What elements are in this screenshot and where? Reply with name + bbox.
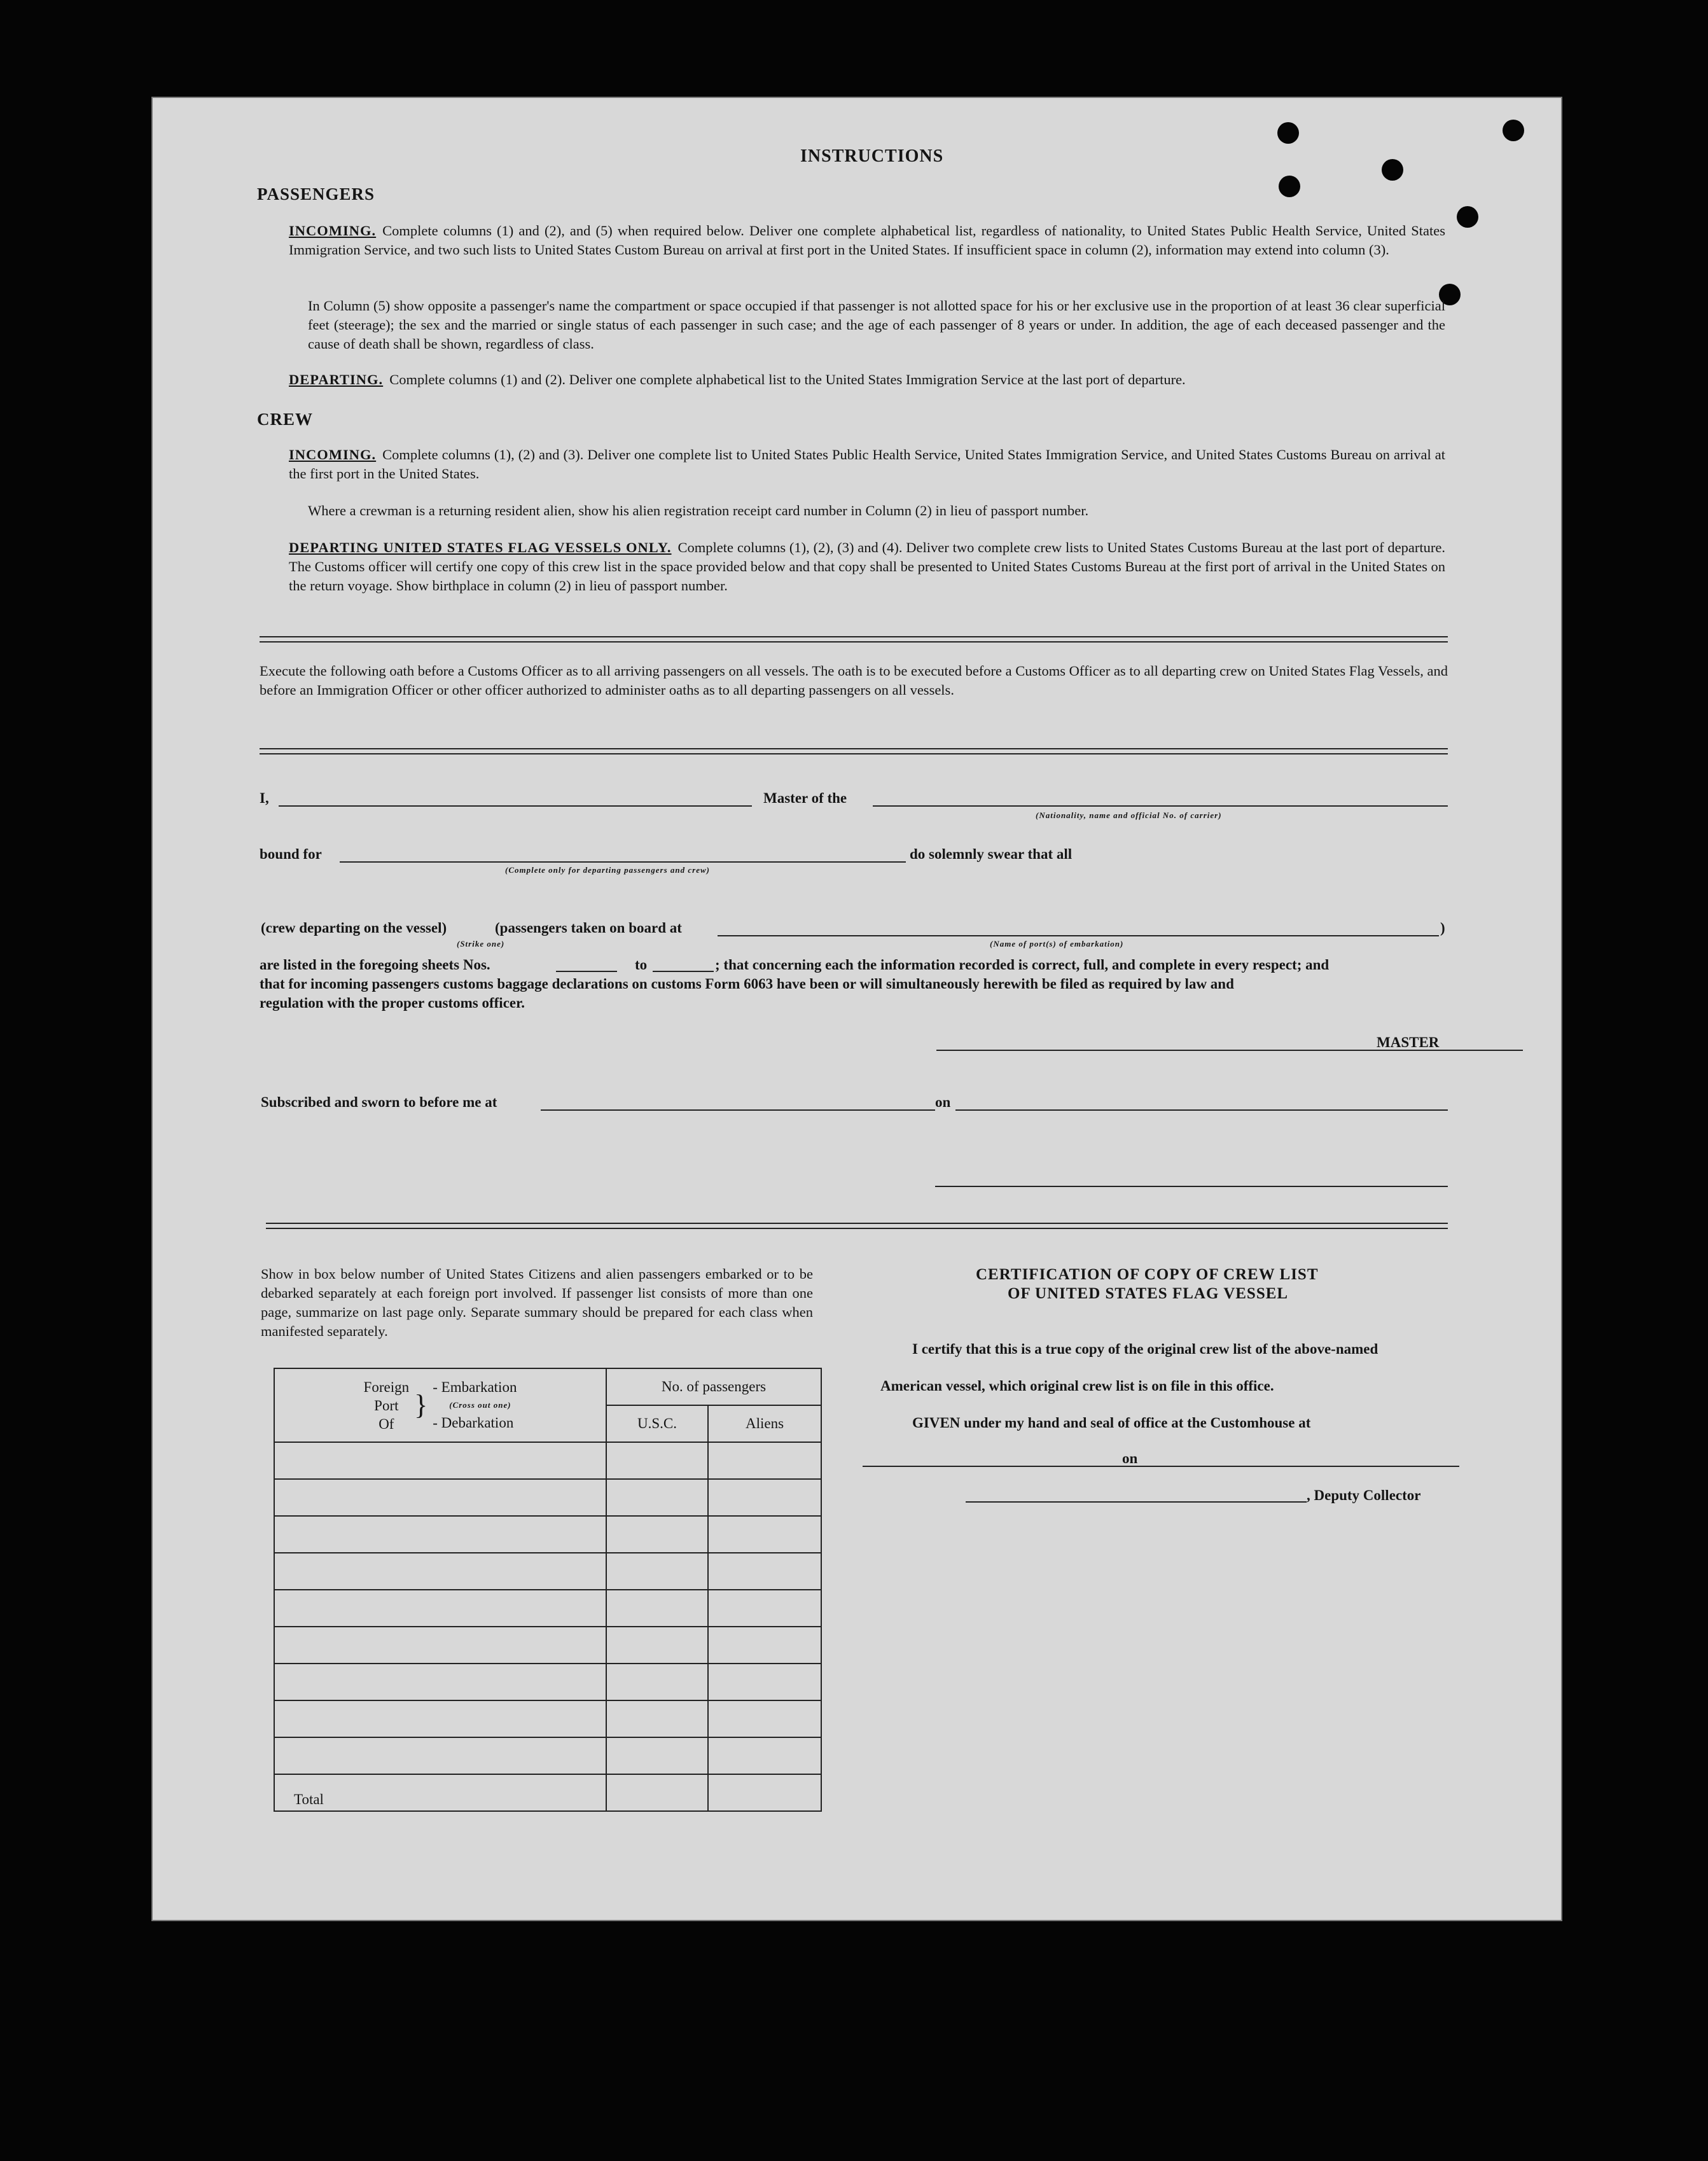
summary-intro: Show in box below number of United States Citizens and alien passengers embarked or to be debarked separately at each foreign port involved. If passenger list consists of more than one page, summarize on last page only. Separate summary should be prepared for each class when manifested separately.	[261, 1266, 813, 1339]
passengers-incoming-text: INCOMING. Complete columns (1) and (2), and (5) when required below. Deliver one complete alphabetical list, regardless of nationality, to United States Public Health Service, United States Immigration Service, and two such lists to United States Custom Bureau on arrival at first port in the United States. If insufficient space in column (2), information may extend into column (3).	[289, 223, 1445, 258]
no-passengers-header: No. of passengers	[606, 1368, 821, 1405]
table-row	[274, 1479, 821, 1516]
debarkation-label: - Debarkation	[433, 1415, 514, 1431]
table-row	[274, 1590, 821, 1627]
master-name-line[interactable]	[279, 805, 752, 807]
table-row	[274, 1516, 821, 1553]
aliens-header: Aliens	[708, 1405, 821, 1442]
punch-hole-4	[1503, 120, 1524, 141]
complete-only-caption: (Complete only for departing passengers and crew)	[505, 865, 710, 875]
ports-caption: (Name of port(s) of embarkation)	[990, 939, 1124, 948]
oath-instruction: Execute the following oath before a Customs Officer as to all arriving passengers on all vessels. The oath is to be executed before a Customs Officer as to all departing crew on United States Flag Vessels, and before an Immigration Officer or other officer authorized to administer oaths as to all departing passengers on all vessels.	[260, 663, 1448, 698]
given-label: GIVEN under my hand and seal of office at the Customhouse at	[912, 1415, 1311, 1431]
port-label: Port	[374, 1397, 399, 1414]
do-solemnly-label: do solemnly swear that all	[910, 846, 1073, 862]
bound-for-label: bound for	[260, 846, 322, 862]
oath-i-label: I,	[260, 790, 269, 806]
table-row	[274, 1700, 821, 1737]
master-label: MASTER	[1377, 1034, 1440, 1050]
passengers-taken-label: (passengers taken on board at	[495, 920, 682, 936]
crew-incoming-text: INCOMING. Complete columns (1), (2) and (3). Deliver one complete list to United States Public Health Service, United States Immigration Service, and United States Customs Bureau on arrival at the first port in the United States.	[289, 447, 1445, 482]
table-row	[274, 1664, 821, 1700]
usc-header: U.S.C.	[606, 1405, 708, 1442]
deputy-signature-line[interactable]	[966, 1501, 1307, 1503]
sheet-to-line[interactable]	[653, 971, 714, 972]
listed-line2: that for incoming passengers customs baggage declarations on customs Form 6063 have been or will simultaneously herewith be filed as required by law and	[260, 976, 1234, 992]
listed-line3: regulation with the proper customs officer.	[260, 995, 525, 1011]
close-paren: )	[1440, 920, 1445, 936]
table-row	[274, 1627, 821, 1664]
brace-icon: }	[414, 1389, 428, 1421]
officer-signature-line[interactable]	[935, 1186, 1448, 1187]
certification-title-2: OF UNITED STATES FLAG VESSEL	[1008, 1285, 1289, 1302]
form-page	[151, 97, 1562, 1921]
sworn-date-line[interactable]	[955, 1109, 1448, 1111]
crew-heading: CREW	[257, 410, 314, 429]
separator-2	[260, 748, 1448, 754]
port-header-cell	[274, 1368, 606, 1442]
page-title: INSTRUCTIONS	[800, 146, 944, 166]
total-label: Total	[274, 1774, 606, 1811]
ports-line[interactable]	[718, 935, 1439, 936]
listed-rest: ; that concerning each the information recorded is correct, full, and complete in every respect; and	[715, 957, 1330, 973]
passengers-heading: PASSENGERS	[257, 184, 375, 204]
passengers-departing-label: DEPARTING.	[289, 372, 384, 387]
crew-flag-text: DEPARTING UNITED STATES FLAG VESSELS ONLY. Complete columns (1), (2), (3) and (4). Deliver two complete crew lists to United States Customs Bureau at the last port of departure. The Customs officer will certify one copy of this crew list in the space provided below and that copy shall be presented to United States Customs Bureau at the first port of arrival in the United States on the return voyage. Show birthplace in column (2) in lieu of passport number.	[289, 539, 1445, 594]
embarkation-label: - Embarkation	[433, 1379, 517, 1395]
certify-line1: I certify that this is a true copy of the original crew list of the above-named	[912, 1341, 1378, 1357]
certification-on-label: on	[1122, 1450, 1138, 1466]
passengers-incoming-label: INCOMING.	[289, 223, 377, 239]
table-row	[274, 1442, 821, 1479]
crew-resident-text: Where a crewman is a returning resident alien, show his alien registration receipt card number in Column (2) in lieu of passport number.	[308, 503, 1089, 518]
crew-incoming-label: INCOMING.	[289, 447, 377, 462]
punch-hole-3	[1382, 159, 1403, 181]
to-label: to	[635, 957, 648, 973]
separator-1	[260, 636, 1448, 643]
foreign-label: Foreign	[363, 1379, 410, 1395]
certify-line2: American vessel, which original crew list is on file in this office.	[880, 1378, 1274, 1394]
listed-prefix: are listed in the foregoing sheets Nos.	[260, 957, 490, 973]
passengers-column5-text: In Column (5) show opposite a passenger's name the compartment or space occupied if that passenger is not allotted space for his or her exclusive use in the proportion of at least 36 clear superficial feet (steerage); the sex and the married or single status of each passenger in such case; and the age of each passenger of 8 years or under. In addition, the age of each deceased passenger and the cause of death shall be shown, regardless of class.	[308, 298, 1445, 352]
crew-departing-label: (crew departing on the vessel)	[261, 920, 447, 936]
deputy-label: , Deputy Collector	[1307, 1487, 1421, 1503]
crew-flag-label: DEPARTING UNITED STATES FLAG VESSELS ONLY.	[289, 539, 672, 555]
certification-title-1: CERTIFICATION OF COPY OF CREW LIST	[976, 1266, 1319, 1283]
nationality-caption: (Nationality, name and official No. of carrier)	[1036, 810, 1222, 820]
carrier-line[interactable]	[873, 805, 1448, 807]
total-row	[274, 1774, 821, 1811]
table-row	[274, 1553, 821, 1590]
subscribed-label: Subscribed and sworn to before me at	[261, 1094, 497, 1110]
table-row	[274, 1737, 821, 1774]
punch-hole-2	[1279, 176, 1300, 197]
punch-hole-1	[1277, 122, 1299, 144]
separator-3	[266, 1223, 1448, 1229]
bound-for-line[interactable]	[340, 861, 906, 863]
master-of-the-label: Master of the	[763, 790, 847, 806]
punch-hole-5	[1457, 206, 1478, 228]
sheet-from-line[interactable]	[556, 971, 617, 972]
sworn-on-label: on	[935, 1094, 951, 1110]
sworn-place-line[interactable]	[541, 1109, 935, 1111]
passenger-summary-table	[274, 1368, 822, 1812]
strike-one-caption: (Strike one)	[457, 939, 505, 948]
certification-date-line[interactable]	[1144, 1466, 1459, 1467]
of-label: Of	[378, 1415, 394, 1432]
passengers-departing-text: DEPARTING. Complete columns (1) and (2). Deliver one complete alphabetical list to the United States Immigration Service at the last port of departure.	[289, 372, 1186, 387]
cross-out-caption: (Cross out one)	[449, 1400, 511, 1410]
